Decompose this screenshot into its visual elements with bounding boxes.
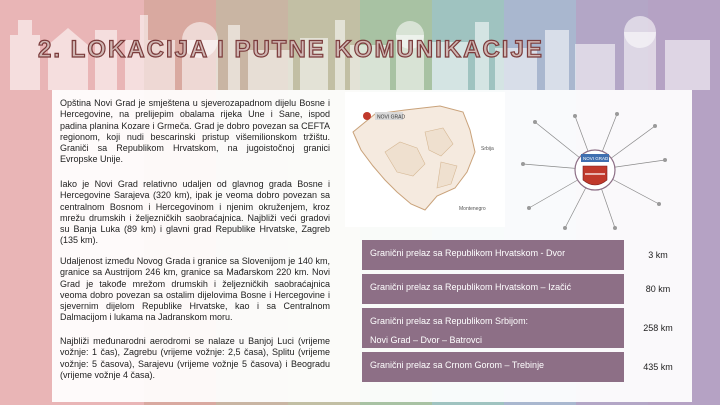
connection-diagram xyxy=(515,108,685,238)
network-center-label: NOVI GRAD xyxy=(583,156,609,161)
route-label xyxy=(362,308,624,348)
border-crossings-table xyxy=(362,240,692,386)
coat-of-arms-icon xyxy=(583,166,607,185)
route-distance: 258 km xyxy=(643,323,673,333)
connectivity-paragraph: Iako je Novi Grad relativno udaljen od glavnog grada Bosne i Hercegovine Sarajeva (320 km), ipak je veoma dobro povezan sa centralnom Bosnom i Hercegovinom i njenim okruženjem, kroz mrežu drumskih i željezničkih saobraćajnica. Najbliži veći gradovi su Banja Luka (89 km) i glavni grad Republike Hrvatske, Zagreb (135 km). xyxy=(60,179,330,246)
location-map xyxy=(345,92,505,227)
intro-paragraph: Opština Novi Grad je smještena u sjeverozapadnom dijelu Bosne i Hercegovine, na prelijepim obalama rijeka Une i Sane, ispod padina planina Kozare i Grmeča. Grad je dobro povezan sa CEFTA regionom, koji nudi bescarinski pristup višemilionskom tržištu. Graniči sa Republikom Hrvatskom, na jugoistočnoj granici Evropske Unije. xyxy=(60,98,330,165)
route-row xyxy=(362,274,692,304)
route-distance: 435 km xyxy=(643,362,673,372)
slide-title: 2. LOKACIJA I PUTNE KOMUNIKACIJE xyxy=(38,36,544,63)
route-row xyxy=(362,308,692,348)
city-marker-icon xyxy=(363,112,371,120)
route-label: Granični prelaz sa Republikom Hrvatskom – Izačić xyxy=(362,274,624,304)
route-label: Granični prelaz sa Republikom Hrvatskom - Dvor xyxy=(362,240,624,270)
route-row xyxy=(362,240,692,270)
route-label-line1: Granični prelaz sa Republikom Srbijom: xyxy=(370,316,529,326)
route-distance: 80 km xyxy=(645,284,671,294)
map-label-montenegro: Montenegro xyxy=(459,206,486,212)
borders-paragraph: Udaljenost između Novog Grada i granice sa Slovenijom je 140 km, granice sa Austrijom 246 km, granice sa Mađarskom 220 km. Novi Grad je takođe mrežom drumskih i željezničkih saobraćajnica veoma dobro povezan sa ostalim dijelovima Bosne i Hercegovine i sjevernim dijelom Republike Hrvatske, kao i sa Centralnom Dalmacijom i lukama na Jadranskom moru. xyxy=(60,256,330,323)
map-city-label: NOVI GRAD xyxy=(377,114,406,121)
route-distance: 3 km xyxy=(648,250,668,260)
route-label-line2: Novi Grad – Dvor – Batrovci xyxy=(370,335,483,345)
route-row xyxy=(362,352,692,382)
airports-paragraph: Najbliži međunarodni aerodromi se nalaze u Banjoj Luci (vrijeme vožnje: 1 čas), Zagrebu (vrijeme vožnje: 2,5 časa), Splitu (vrijeme vožnje: 5 časova), Sarajevu (vrijeme vožnje 5 časova) i Beogradu (vrijeme vožnje 4 časa). xyxy=(60,336,330,380)
route-label: Granični prelaz sa Crnom Gorom – Trebinje xyxy=(362,352,624,382)
map-label-serbia: Srbija xyxy=(481,146,494,152)
